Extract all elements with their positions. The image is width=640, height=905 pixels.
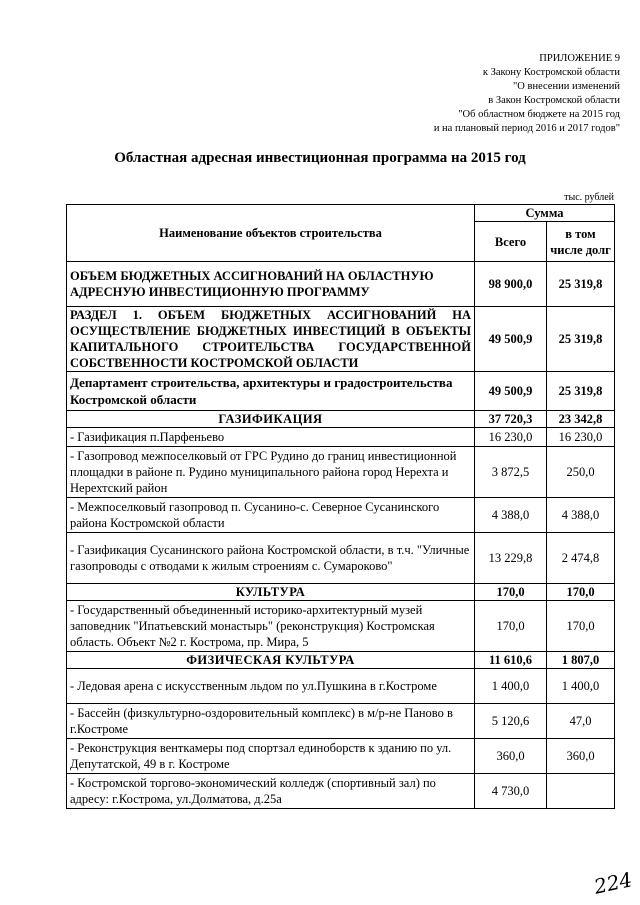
- row-name: - Ледовая арена с искусственным льдом по ул.Пушкина в г.Костроме: [67, 669, 475, 704]
- row-total: 170,0: [475, 601, 547, 652]
- table-row: [67, 669, 615, 704]
- appendix-line: в Закон Костромской области: [488, 95, 620, 106]
- row-debt: [547, 774, 615, 809]
- header-sum: Сумма: [475, 205, 615, 222]
- header-name: Наименование объектов строительства: [67, 205, 475, 262]
- document-title: Областная адресная инвестиционная программа на 2015 год: [114, 150, 526, 166]
- table-row: [67, 739, 615, 774]
- table-row: [67, 411, 615, 428]
- row-debt: 4 388,0: [547, 498, 615, 533]
- row-total: 11 610,6: [475, 652, 547, 669]
- row-total: 3 872,5: [475, 447, 547, 498]
- row-name: ГАЗИФИКАЦИЯ: [67, 411, 475, 428]
- row-debt: 23 342,8: [547, 411, 615, 428]
- row-name: - Костромской торгово-экономический колледж (спортивный зал) по адресу: г.Кострома, ул.Долматова, д.25а: [67, 774, 475, 809]
- table-row: [67, 774, 615, 809]
- row-debt: 1 400,0: [547, 669, 615, 704]
- row-total: 37 720,3: [475, 411, 547, 428]
- table-row: [67, 372, 615, 411]
- row-debt: 1 807,0: [547, 652, 615, 669]
- handwritten-page-number: 224: [591, 867, 635, 899]
- row-debt: 25 319,8: [547, 372, 615, 411]
- row-name: КУЛЬТУРА: [67, 584, 475, 601]
- table-row: [67, 498, 615, 533]
- table-row: [67, 704, 615, 739]
- table-row: [67, 601, 615, 652]
- row-debt: 2 474,8: [547, 533, 615, 584]
- table-row: [67, 533, 615, 584]
- row-total: 4 730,0: [475, 774, 547, 809]
- row-total: 1 400,0: [475, 669, 547, 704]
- row-debt: 360,0: [547, 739, 615, 774]
- row-debt: 47,0: [547, 704, 615, 739]
- row-name: РАЗДЕЛ 1. ОБЪЕМ БЮДЖЕТНЫХ АССИГНОВАНИЙ НА ОСУЩЕСТВЛЕНИЕ БЮДЖЕТНЫХ ИНВЕСТИЦИЙ В ОБЪЕКТЫ КАПИТАЛЬНОГО СТРОИТЕЛЬСТВА ГОСУДАРСТВЕННОЙ СОБСТВЕННОСТИ КОСТРОМСКОЙ ОБЛАСТИ: [67, 307, 475, 372]
- row-debt: 170,0: [547, 601, 615, 652]
- appendix-line: и на плановый период 2016 и 2017 годов": [433, 123, 620, 134]
- row-total: 4 388,0: [475, 498, 547, 533]
- table-row: [67, 307, 615, 372]
- appendix-line: "Об областном бюджете на 2015 год: [458, 109, 620, 120]
- row-debt: 250,0: [547, 447, 615, 498]
- appendix-line: к Закону Костромской области: [482, 67, 620, 78]
- row-name: - Газификация п.Парфеньево: [67, 428, 475, 447]
- row-name: ФИЗИЧЕСКАЯ КУЛЬТУРА: [67, 652, 475, 669]
- row-total: 13 229,8: [475, 533, 547, 584]
- investment-program-table: [66, 204, 615, 809]
- table-row: [67, 652, 615, 669]
- row-name: ОБЪЕМ БЮДЖЕТНЫХ АССИГНОВАНИЙ НА ОБЛАСТНУЮ АДРЕСНУЮ ИНВЕСТИЦИОННУЮ ПРОГРАММУ: [67, 262, 475, 307]
- header-total: Всего: [475, 222, 547, 262]
- table-row: [67, 262, 615, 307]
- row-total: 5 120,6: [475, 704, 547, 739]
- table-header-row: [67, 205, 615, 222]
- row-name: - Бассейн (физкультурно-оздоровительный комплекс) в м/р-не Паново в г.Костроме: [67, 704, 475, 739]
- header-debt: в том числе долг: [547, 222, 615, 262]
- appendix-line: "О внесении изменений: [513, 81, 620, 92]
- row-total: 16 230,0: [475, 428, 547, 447]
- row-total: 98 900,0: [475, 262, 547, 307]
- row-name: - Межпоселковый газопровод п. Сусанино-с. Северное Сусанинского района Костромской области: [67, 498, 475, 533]
- row-name: Департамент строительства, архитектуры и градостроительства Костромской области: [67, 372, 475, 411]
- row-debt: 25 319,8: [547, 262, 615, 307]
- row-total: 360,0: [475, 739, 547, 774]
- row-total: 170,0: [475, 584, 547, 601]
- row-debt: 16 230,0: [547, 428, 615, 447]
- appendix-line: ПРИЛОЖЕНИЕ 9: [539, 53, 620, 64]
- units-label: тыс. рублей: [564, 192, 614, 203]
- table-row: [67, 428, 615, 447]
- table-row: [67, 584, 615, 601]
- row-name: - Реконструкция венткамеры под спортзал единоборств к зданию по ул. Депутатской, 49 в г. Костроме: [67, 739, 475, 774]
- row-total: 49 500,9: [475, 372, 547, 411]
- row-debt: 170,0: [547, 584, 615, 601]
- row-debt: 25 319,8: [547, 307, 615, 372]
- table-row: [67, 447, 615, 498]
- row-name: - Газификация Сусанинского района Костромской области, в т.ч. "Уличные газопроводы с отводами к жилым строениям с. Сумароково": [67, 533, 475, 584]
- row-total: 49 500,9: [475, 307, 547, 372]
- row-name: - Государственный объединенный историко-архитектурный музей заповедник "Ипатьевский монастырь" (реконструкция) Костромская область. Объект №2 г. Кострома, пр. Мира, 5: [67, 601, 475, 652]
- row-name: - Газопровод межпоселковый от ГРС Рудино до границ инвестиционной площадки в районе п. Рудино муниципального района город Нерехта и Нерехтский район: [67, 447, 475, 498]
- appendix-header: [300, 52, 620, 136]
